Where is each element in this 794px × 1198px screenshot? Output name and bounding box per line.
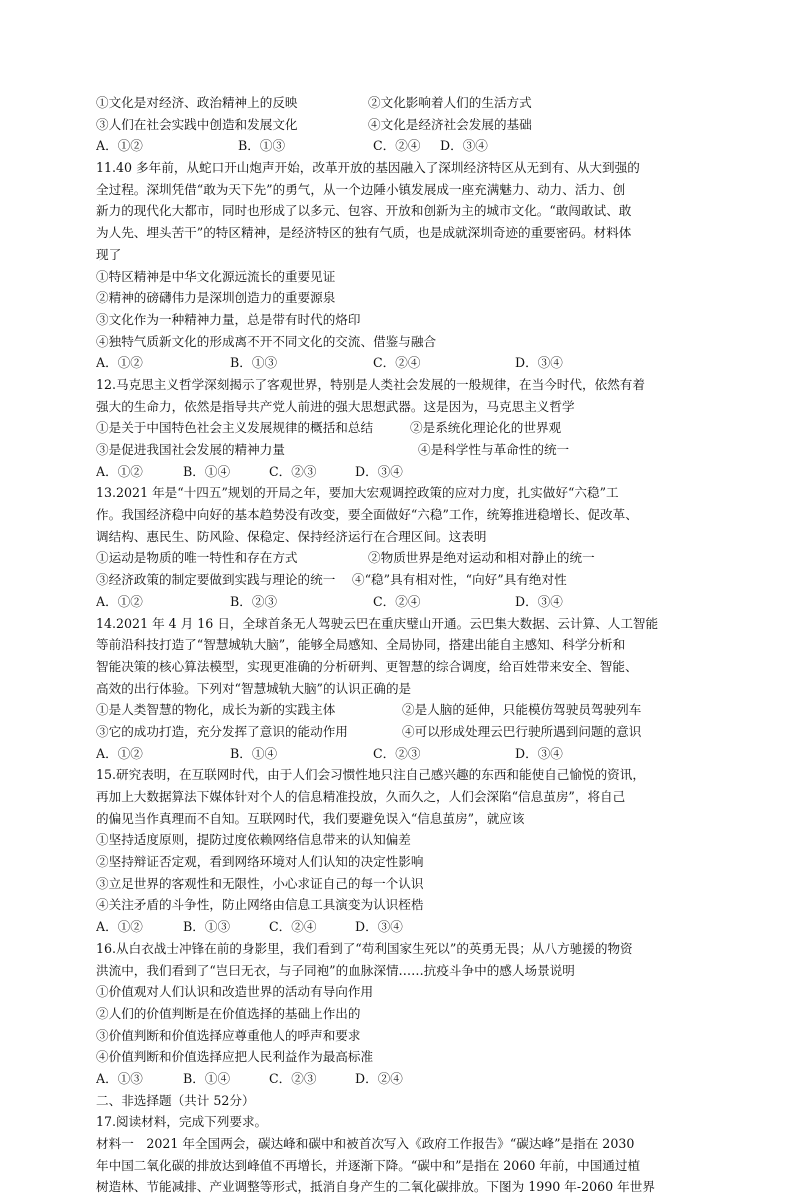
choice-a: A．①② [96,919,143,935]
q14-options-row-2 [96,721,702,743]
q12-options-row-2 [96,439,702,461]
q14-option-4: ④可以形成处理云巴行驶所遇到问题的意识 [402,723,642,739]
q15-choices [96,916,702,938]
choice-b: B．①④ [183,463,231,479]
q14-choices [96,743,702,765]
choice-c: C．②④ [373,593,421,609]
choice-c: C．②③ [269,463,317,479]
q14-stem-line: 等前沿科技打造了“智慧城轨大脑”，能够全局感知、全局协同，搭建出能自主感知、科学分析和 [96,637,626,653]
q11-stem-line: 11.40 多年前，从蛇口开山炮声开始，改革开放的基因融入了深圳经济特区从无到有、从大到强的 [96,160,640,176]
q14-stem-line: 高效的出行体验。下列对“智慧城轨大脑”的认识正确的是 [96,680,412,696]
q12-options-row-1 [96,417,702,439]
q10-options-row-1 [96,92,702,114]
choice-b: B．②③ [230,593,278,609]
choice-c: C．②③ [373,745,421,761]
choice-b: B．①③ [183,919,231,935]
q16-option: ②人们的价值判断是在价值选择的基础上作出的 [96,1005,361,1021]
q12-stem-line: 强大的生命力，依然是指导共产党人前进的强大思想武器。这是因为，马克思主义哲学 [96,398,575,414]
q14-option-2: ②是人脑的延伸，只能模仿驾驶员驾驶列车 [402,702,642,718]
q15-option: ③立足世界的客观性和无限性，小心求证自己的每一个认识 [96,875,424,891]
q10-options-row-2 [96,114,702,136]
q12-option-1: ①是关于中国特色社会主义发展规律的概括和总结 [96,420,374,436]
q11-stem-line: 全过程。深圳凭借“敢为天下先”的勇气，从一个边陲小镇发展成一座充满魅力、动力、活力、创 [96,181,626,197]
q11-stem-line: 新力的现代化大都市，同时也形成了以多元、包容、开放和创新为主的城市文化。“敢闯敢试、敢 [96,203,632,219]
q15-option: ④关注矛盾的斗争性，防止网络由信息工具演变为认识桎梏 [96,897,424,913]
q11-option: ③文化作为一种精神力量，总是带有时代的烙印 [96,311,361,327]
q17-title: 17.阅读材料，完成下列要求。 [96,1114,268,1130]
material-line: 年中国二氧化碳的排放达到峰值不再增长，并逐渐下降。“碳中和”是指在 2060 年前，中国通过植 [96,1157,641,1173]
q10-choices [96,135,702,157]
q13-option-3: ③经济政策的制定要做到实践与理论的统一 [96,572,336,588]
q16-stem-line: 洪流中，我们看到了“岂曰无衣，与子同袍”的血脉深情……抗疫斗争中的感人场景说明 [96,962,575,978]
q14-stem-line: 智能决策的核心算法模型，实现更准确的分析研判、更智慧的综合调度，给百姓带来安全、智能、 [96,658,638,674]
q15-option: ①坚持适度原则，提防过度依赖网络信息带来的认知偏差 [96,832,411,848]
choice-a: A．①② [96,463,143,479]
choice-a: A．①② [96,138,143,154]
q12-stem-line: 12.马克思主义哲学深刻揭示了客观世界，特别是人类社会发展的一般规律，在当今时代，依然有着 [96,376,645,392]
q12-option-4: ④是科学性与革命性的统一 [418,442,570,457]
q15-option: ②坚持辩证否定观，看到网络环境对人们认知的决定性影响 [96,854,424,870]
choice-c: C．②④ [373,138,421,154]
q13-stem-line: 调结构、惠民生、防风险、保稳定、保持经济运行在合理区间。这表明 [96,528,487,544]
q13-stem-line: 作。我国经济稳中向好的基本趋势没有改变，要全面做好“六稳”工作，统筹推进稳增长、促改革、 [96,507,638,523]
q10-option-3: ③人们在社会实践中创造和发展文化 [96,116,298,132]
choice-d: D．③④ [355,919,403,935]
q11-stem-line: 为人先、埋头苦干”的特区精神，是经济特区的独有气质，也是成就深圳奇迹的重要密码。材料体 [96,225,632,241]
q16-option: ④价值判断和价值选择应把人民利益作为最高标准 [96,1049,374,1065]
q16-option: ③价值判断和价值选择应尊重他人的呼声和要求 [96,1027,361,1043]
q11-choices [96,352,702,374]
choice-d: D．③④ [440,138,488,154]
choice-c: C．②④ [373,355,421,371]
q11-option: ②精神的磅礴伟力是深圳创造力的重要源泉 [96,290,336,306]
q15-stem-line: 15.研究表明，在互联网时代，由于人们会习惯性地只注自己感兴趣的东西和能使自己愉悦的资讯， [96,767,645,783]
choice-b: B．①④ [230,745,278,761]
q14-option-3: ③它的成功打造，充分发挥了意识的能动作用 [96,723,348,739]
choice-c: C．②③ [269,1070,317,1086]
q10-option-2: ②文化影响着人们的生活方式 [368,95,532,110]
q11-stem-line: 现了 [96,246,122,262]
q12-choices [96,461,702,483]
q16-stem-line: 16.从白衣战士冲锋在前的身影里，我们看到了“苟利国家生死以”的英勇无畏；从八方驰援的物资 [96,940,633,956]
choice-a: A．①② [96,745,143,761]
q13-option-4: ④“稳”具有相对性，“向好”具有绝对性 [352,572,567,588]
q13-choices [96,591,702,613]
q10-option-4: ④文化是经济社会发展的基础 [368,116,532,132]
choice-b: B．①③ [230,355,278,371]
choice-d: D．③④ [355,463,403,479]
q10-option-1: ①文化是对经济、政治精神上的反映 [96,95,298,110]
material-line: 树造林、节能减排、产业调整等形式，抵消自身产生的二氧化碳排放。下图为 1990 年-2060 年世界 [96,1179,655,1195]
q13-stem-line: 13.2021 年是“十四五”规划的开局之年，要加大宏观调控政策的应对力度，扎实做好“六稳”工 [96,485,619,501]
q13-option-2: ②物质世界是绝对运动和相对静止的统一 [368,550,595,566]
q14-stem-line: 14.2021 年 4 月 16 日，全球首条无人驾驶云巴在重庆璧山开通。云巴集大数据、云计算、人工智能 [96,615,659,631]
q13-option-1: ①运动是物质的唯一特性和存在方式 [96,550,298,566]
choice-a: A．①③ [96,1070,143,1086]
q16-choices [96,1068,702,1090]
choice-c: C．②④ [269,919,317,935]
section-heading: 二、非选择题（共计 52分） [96,1092,255,1108]
choice-a: A．①② [96,355,143,371]
material-line: 材料一 2021 年全国两会，碳达峰和碳中和被首次写入《政府工作报告》“碳达峰”是指在 2030 [96,1136,635,1151]
q13-options-row-2 [96,569,702,591]
q12-option-3: ③是促进我国社会发展的精神力量 [96,442,285,457]
choice-d: D．③④ [515,355,563,371]
q15-stem-line: 再加上大数据算法下媒体针对个人的信息精准投放，久而久之，人们会深陷“信息茧房”，将自己 [96,789,626,804]
choice-d: D．②④ [355,1070,403,1086]
q13-options-row-1 [96,547,702,569]
q11-option: ①特区精神是中华文化源远流长的重要见证 [96,268,336,284]
choice-b: B．①④ [183,1070,231,1086]
q16-option: ①价值观对人们认识和改造世界的活动有导向作用 [96,984,374,1000]
choice-b: B．①③ [238,138,286,154]
q12-option-2: ②是系统化理论化的世界观 [410,420,562,436]
q14-options-row-1 [96,699,702,721]
q15-stem-line: 的偏见当作真理而不自知。互联网时代，我们要避免误入“信息茧房”，就应该 [96,810,525,826]
q14-option-1: ①是人类智慧的物化，成长为新的实践主体 [96,702,336,718]
choice-d: D．③④ [515,593,563,609]
choice-d: D．③④ [515,745,563,761]
exam-page [96,92,702,1198]
q11-option: ④独特气质新文化的形成离不开不同文化的交流、借鉴与融合 [96,333,437,349]
choice-a: A．①② [96,593,143,609]
